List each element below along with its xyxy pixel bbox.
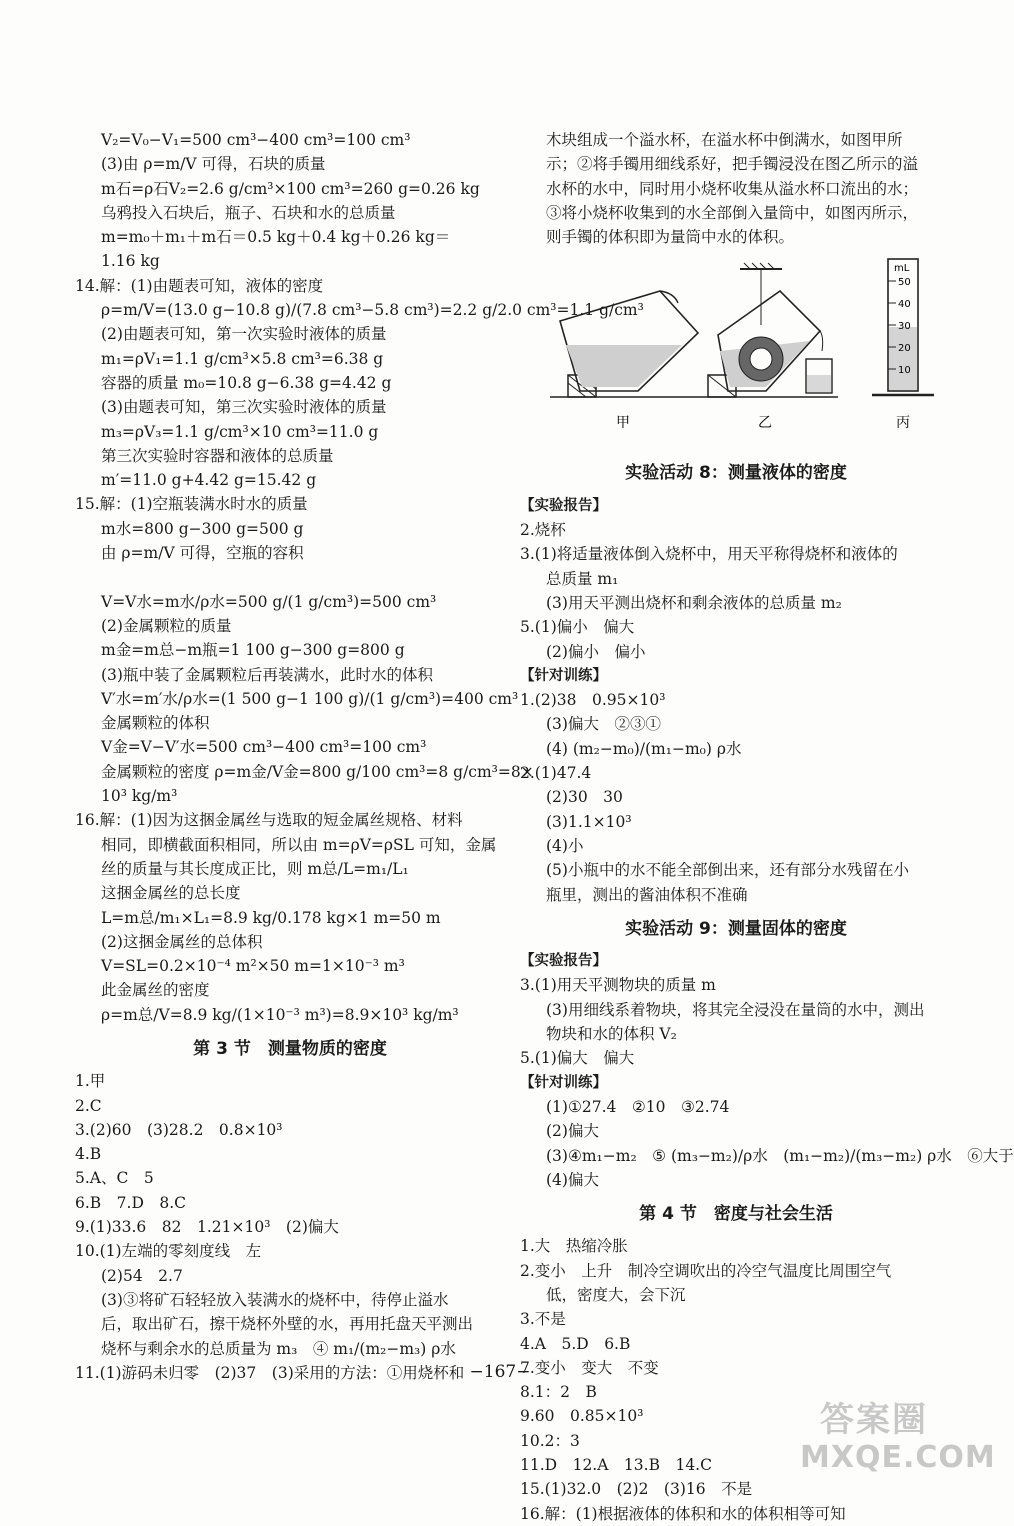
cylinder-unit: mL xyxy=(894,263,910,275)
watermark-logo: 答案圈 xyxy=(820,1400,928,1440)
figure-bing xyxy=(872,259,934,395)
section-heading: 第 4 节 密度与社会生活 xyxy=(639,1204,833,1225)
bracket-title: 【针对训练】 xyxy=(520,667,607,684)
section-heading: 实验活动 8：测量液体的密度 xyxy=(625,463,847,484)
text-line: (3)由题表可知，第三次实验时液体的质量 xyxy=(101,398,387,417)
text-line: 由 ρ=m/V 可得，空瓶的容积 xyxy=(101,544,304,563)
cylinder-tick: 50 xyxy=(898,277,911,289)
text-line: 物块和水的体积 V₂ xyxy=(546,1025,677,1044)
text-line: 1.16 kg xyxy=(101,252,160,271)
text-line: 9.60 0.85×10³ xyxy=(520,1407,644,1426)
figure-jia xyxy=(550,291,700,397)
text-line: V=V水=m水/ρ水=500 g/(1 g/cm³)=500 cm³ xyxy=(101,592,437,611)
text-line: 3.(2)60 (3)28.2 0.8×10³ xyxy=(75,1120,283,1139)
text-line: 14.解：(1)由题表可知，液体的密度 xyxy=(75,276,324,295)
text-line: (3)偏大 ②③① xyxy=(546,715,661,734)
text-line: (3)用细线系着物块，将其完全浸没在量筒的水中，测出 xyxy=(546,1000,925,1019)
text-line: (3)③将矿石轻轻放入装满水的烧杯中，待停止溢水 xyxy=(101,1290,449,1309)
text-line: 1.甲 xyxy=(75,1072,106,1091)
section-heading: 第 3 节 测量物质的密度 xyxy=(193,1038,387,1059)
text-line: (2)这捆金属丝的总体积 xyxy=(101,932,263,951)
text-line: 11.D 12.A 13.B 14.C xyxy=(520,1456,712,1475)
text-line: 低，密度大，会下沉 xyxy=(546,1285,686,1304)
text-line: 15.(1)32.0 (2)2 (3)16 不是 xyxy=(520,1480,753,1499)
figure-label-yi: 乙 xyxy=(758,415,772,432)
text-line: V₂=V₀−V₁=500 cm³−400 cm³=100 cm³ xyxy=(101,131,411,149)
cylinder-tick: 40 xyxy=(898,299,911,311)
text-line: 丝的质量与其长度成正比，则 m总/L=m₁/L₁ xyxy=(101,859,409,878)
text-line: 这捆金属丝的总长度 xyxy=(101,884,241,903)
text-line: V=SL=0.2×10⁻⁴ m²×50 m=1×10⁻³ m³ xyxy=(101,957,405,976)
text-line: L=m总/m₁×L₁=8.9 kg/0.178 kg×1 m=50 m xyxy=(101,908,441,927)
text-line: (3)用天平测出烧杯和剩余液体的总质量 m₂ xyxy=(546,593,842,612)
cylinder-tick: 10 xyxy=(898,365,911,377)
bracket-title: 【针对训练】 xyxy=(520,1074,607,1091)
text-line: (3)④m₁−m₂ ⑤ (m₃−m₂)/ρ水 (m₁−m₂)/(m₃−m₂) ρ水 ⑥大于 xyxy=(546,1146,1014,1165)
text-line: 金属颗粒的密度 ρ=m金/V金=800 g/100 cm³=8 g/cm³=8× xyxy=(101,762,534,781)
text-line: 2.(1)47.4 xyxy=(520,764,592,783)
text-line: ③将小烧杯收集到的水全部倒入量筒中，如图丙所示， xyxy=(546,203,919,222)
text-line: 金属颗粒的体积 xyxy=(101,714,210,733)
text-line: V′水=m′水/ρ水=(1 500 g−1 100 g)/(1 g/cm³)=400 cm³ xyxy=(101,689,519,708)
text-line: 此金属丝的密度 xyxy=(101,981,210,1000)
text-line: 3.(1)将适量液体倒入烧杯中，用天平称得烧杯和液体的 xyxy=(520,545,898,564)
figure-label-jia: 甲 xyxy=(616,415,630,432)
text-line: 9.(1)33.6 82 1.21×10³ (2)偏大 xyxy=(75,1218,339,1237)
text-line: 7.变小 变大 不变 xyxy=(520,1358,659,1377)
text-line: 10.2：3 xyxy=(520,1431,580,1450)
text-line: 容器的质量 m₀=10.8 g−6.38 g=4.42 g xyxy=(101,373,392,392)
text-line: 16.解：(1)根据液体的体积和水的体积相等可知 xyxy=(520,1504,846,1523)
text-line: (2)30 30 xyxy=(546,788,623,807)
bracket-title: 【实验报告】 xyxy=(520,953,607,970)
cylinder-tick: 30 xyxy=(898,321,911,333)
text-line: 示；②将手镯用细线系好，把手镯浸没在图乙所示的溢 xyxy=(546,155,919,174)
text-line: m金=m总−m瓶=1 100 g−300 g=800 g xyxy=(101,641,405,660)
text-line: (4)偏大 xyxy=(546,1170,599,1189)
text-line: 烧杯与剩余水的总质量为 m₃ ④ m₁/(m₂−m₃) ρ水 xyxy=(101,1339,456,1358)
text-line: 乌鸦投入石块后，瓶子、石块和水的总质量 xyxy=(101,203,396,222)
figure-label-bing: 丙 xyxy=(896,415,910,432)
text-line: 3.不是 xyxy=(520,1310,566,1329)
cylinder-tick: 20 xyxy=(898,343,911,355)
page-number: −167− xyxy=(469,1362,531,1382)
text-line: 10³ kg/m³ xyxy=(101,787,178,806)
text-line: 4.B xyxy=(75,1145,102,1164)
figure-svg xyxy=(520,255,952,451)
text-line: 5.(1)偏大 偏大 xyxy=(520,1049,635,1068)
text-line: 10.(1)左端的零刻度线 左 xyxy=(75,1242,262,1261)
text-line: 第三次实验时容器和液体的总质量 xyxy=(101,446,334,465)
text-line: (2)54 2.7 xyxy=(101,1266,183,1285)
text-line: 16.解：(1)因为这捆金属丝与选取的短金属丝规格、材料 xyxy=(75,811,463,830)
text-line: 瓶里，测出的酱油体积不准确 xyxy=(546,885,748,904)
text-line: ρ=m/V=(13.0 g−10.8 g)/(7.8 cm³−5.8 cm³)=2.2 g/2.0 cm³=1.1 g/cm³ xyxy=(101,301,644,320)
text-line: m₃=ρV₃=1.1 g/cm³×10 cm³=11.0 g xyxy=(101,422,379,441)
section-heading: 实验活动 9：测量固体的密度 xyxy=(625,918,847,939)
text-line: 相同，即横截面积相同，所以由 m=ρV=ρSL 可知，金属 xyxy=(101,835,497,854)
text-line: 2.烧杯 xyxy=(520,521,566,540)
text-line: 6.B 7.D 8.C xyxy=(75,1193,187,1212)
text-line: m=m₀＋m₁＋m石＝0.5 kg＋0.4 kg＋0.26 kg＝ xyxy=(101,228,451,247)
text-line: 15.解：(1)空瓶装满水时水的质量 xyxy=(75,495,308,514)
text-line: 1.大 热缩冷胀 xyxy=(520,1237,628,1256)
text-line: (2)偏大 xyxy=(546,1122,599,1141)
text-line: (4)小 xyxy=(546,836,584,855)
text-line: m水=800 g−300 g=500 g xyxy=(101,519,304,538)
text-line: (3)瓶中装了金属颗粒后再装满水，此时水的体积 xyxy=(101,665,433,684)
right-top-text xyxy=(520,128,952,249)
text-line: 后，取出矿石，擦干烧杯外壁的水，再用托盘天平测出 xyxy=(101,1315,474,1334)
watermark-url: MXQE.COM xyxy=(800,1440,996,1475)
text-line: 11.(1)游码未归零 (2)37 (3)采用的方法：①用烧杯和 xyxy=(75,1363,465,1382)
text-line: 5.(1)偏小 偏大 xyxy=(520,618,635,637)
text-line: m′=11.0 g+4.42 g=15.42 g xyxy=(101,471,317,490)
text-line: 则手镯的体积即为量筒中水的体积。 xyxy=(546,228,795,247)
text-line: 1.(2)38 0.95×10³ xyxy=(520,691,666,710)
text-line: 水杯的水中，同时用小烧杯收集从溢水杯口流出的水； xyxy=(546,179,919,198)
bracket-title: 【实验报告】 xyxy=(520,497,607,514)
text-line: (2)金属颗粒的质量 xyxy=(101,616,232,635)
experiment-figure xyxy=(520,255,952,451)
text-line: (5)小瓶中的水不能全部倒出来，还有部分水残留在小 xyxy=(546,861,909,880)
text-line: m石=ρ石V₂=2.6 g/cm³×100 cm³=260 g=0.26 kg xyxy=(101,179,480,198)
text-line: 3.(1)用天平测物块的质量 m xyxy=(520,976,716,995)
text-line: (2)偏小 偏小 xyxy=(546,642,646,661)
text-line: 2.C xyxy=(75,1096,102,1115)
text-line: 总质量 m₁ xyxy=(546,569,619,588)
text-line: (4) (m₂−m₀)/(m₁−m₀) ρ水 xyxy=(546,739,742,758)
text-line: 5.A、C 5 xyxy=(75,1169,154,1188)
text-line: (3)1.1×10³ xyxy=(546,812,632,831)
text-line: 4.A 5.D 6.B xyxy=(520,1334,631,1353)
text-line: (3)由 ρ=m/V 可得，石块的质量 xyxy=(101,155,326,174)
figure-yi xyxy=(700,263,838,397)
text-line: (2)由题表可知，第一次实验时液体的质量 xyxy=(101,325,387,344)
text-line: 2.变小 上升 制冷空调吹出的冷空气温度比周围空气 xyxy=(520,1261,892,1280)
text-line: 木块组成一个溢水杯，在溢水杯中倒满水，如图甲所 xyxy=(546,131,903,149)
text-line: ρ=m总/V=8.9 kg/(1×10⁻³ m³)=8.9×10³ kg/m³ xyxy=(101,1005,459,1024)
right-column xyxy=(520,128,1014,1526)
text-line xyxy=(75,565,505,589)
text-line: V金=V−V′水=500 cm³−400 cm³=100 cm³ xyxy=(101,738,427,757)
text-line: 8.1：2 B xyxy=(520,1383,597,1402)
text-line: m₁=ρV₁=1.1 g/cm³×5.8 cm³=6.38 g xyxy=(101,349,384,368)
text-line: (1)①27.4 ②10 ③2.74 xyxy=(546,1097,730,1116)
